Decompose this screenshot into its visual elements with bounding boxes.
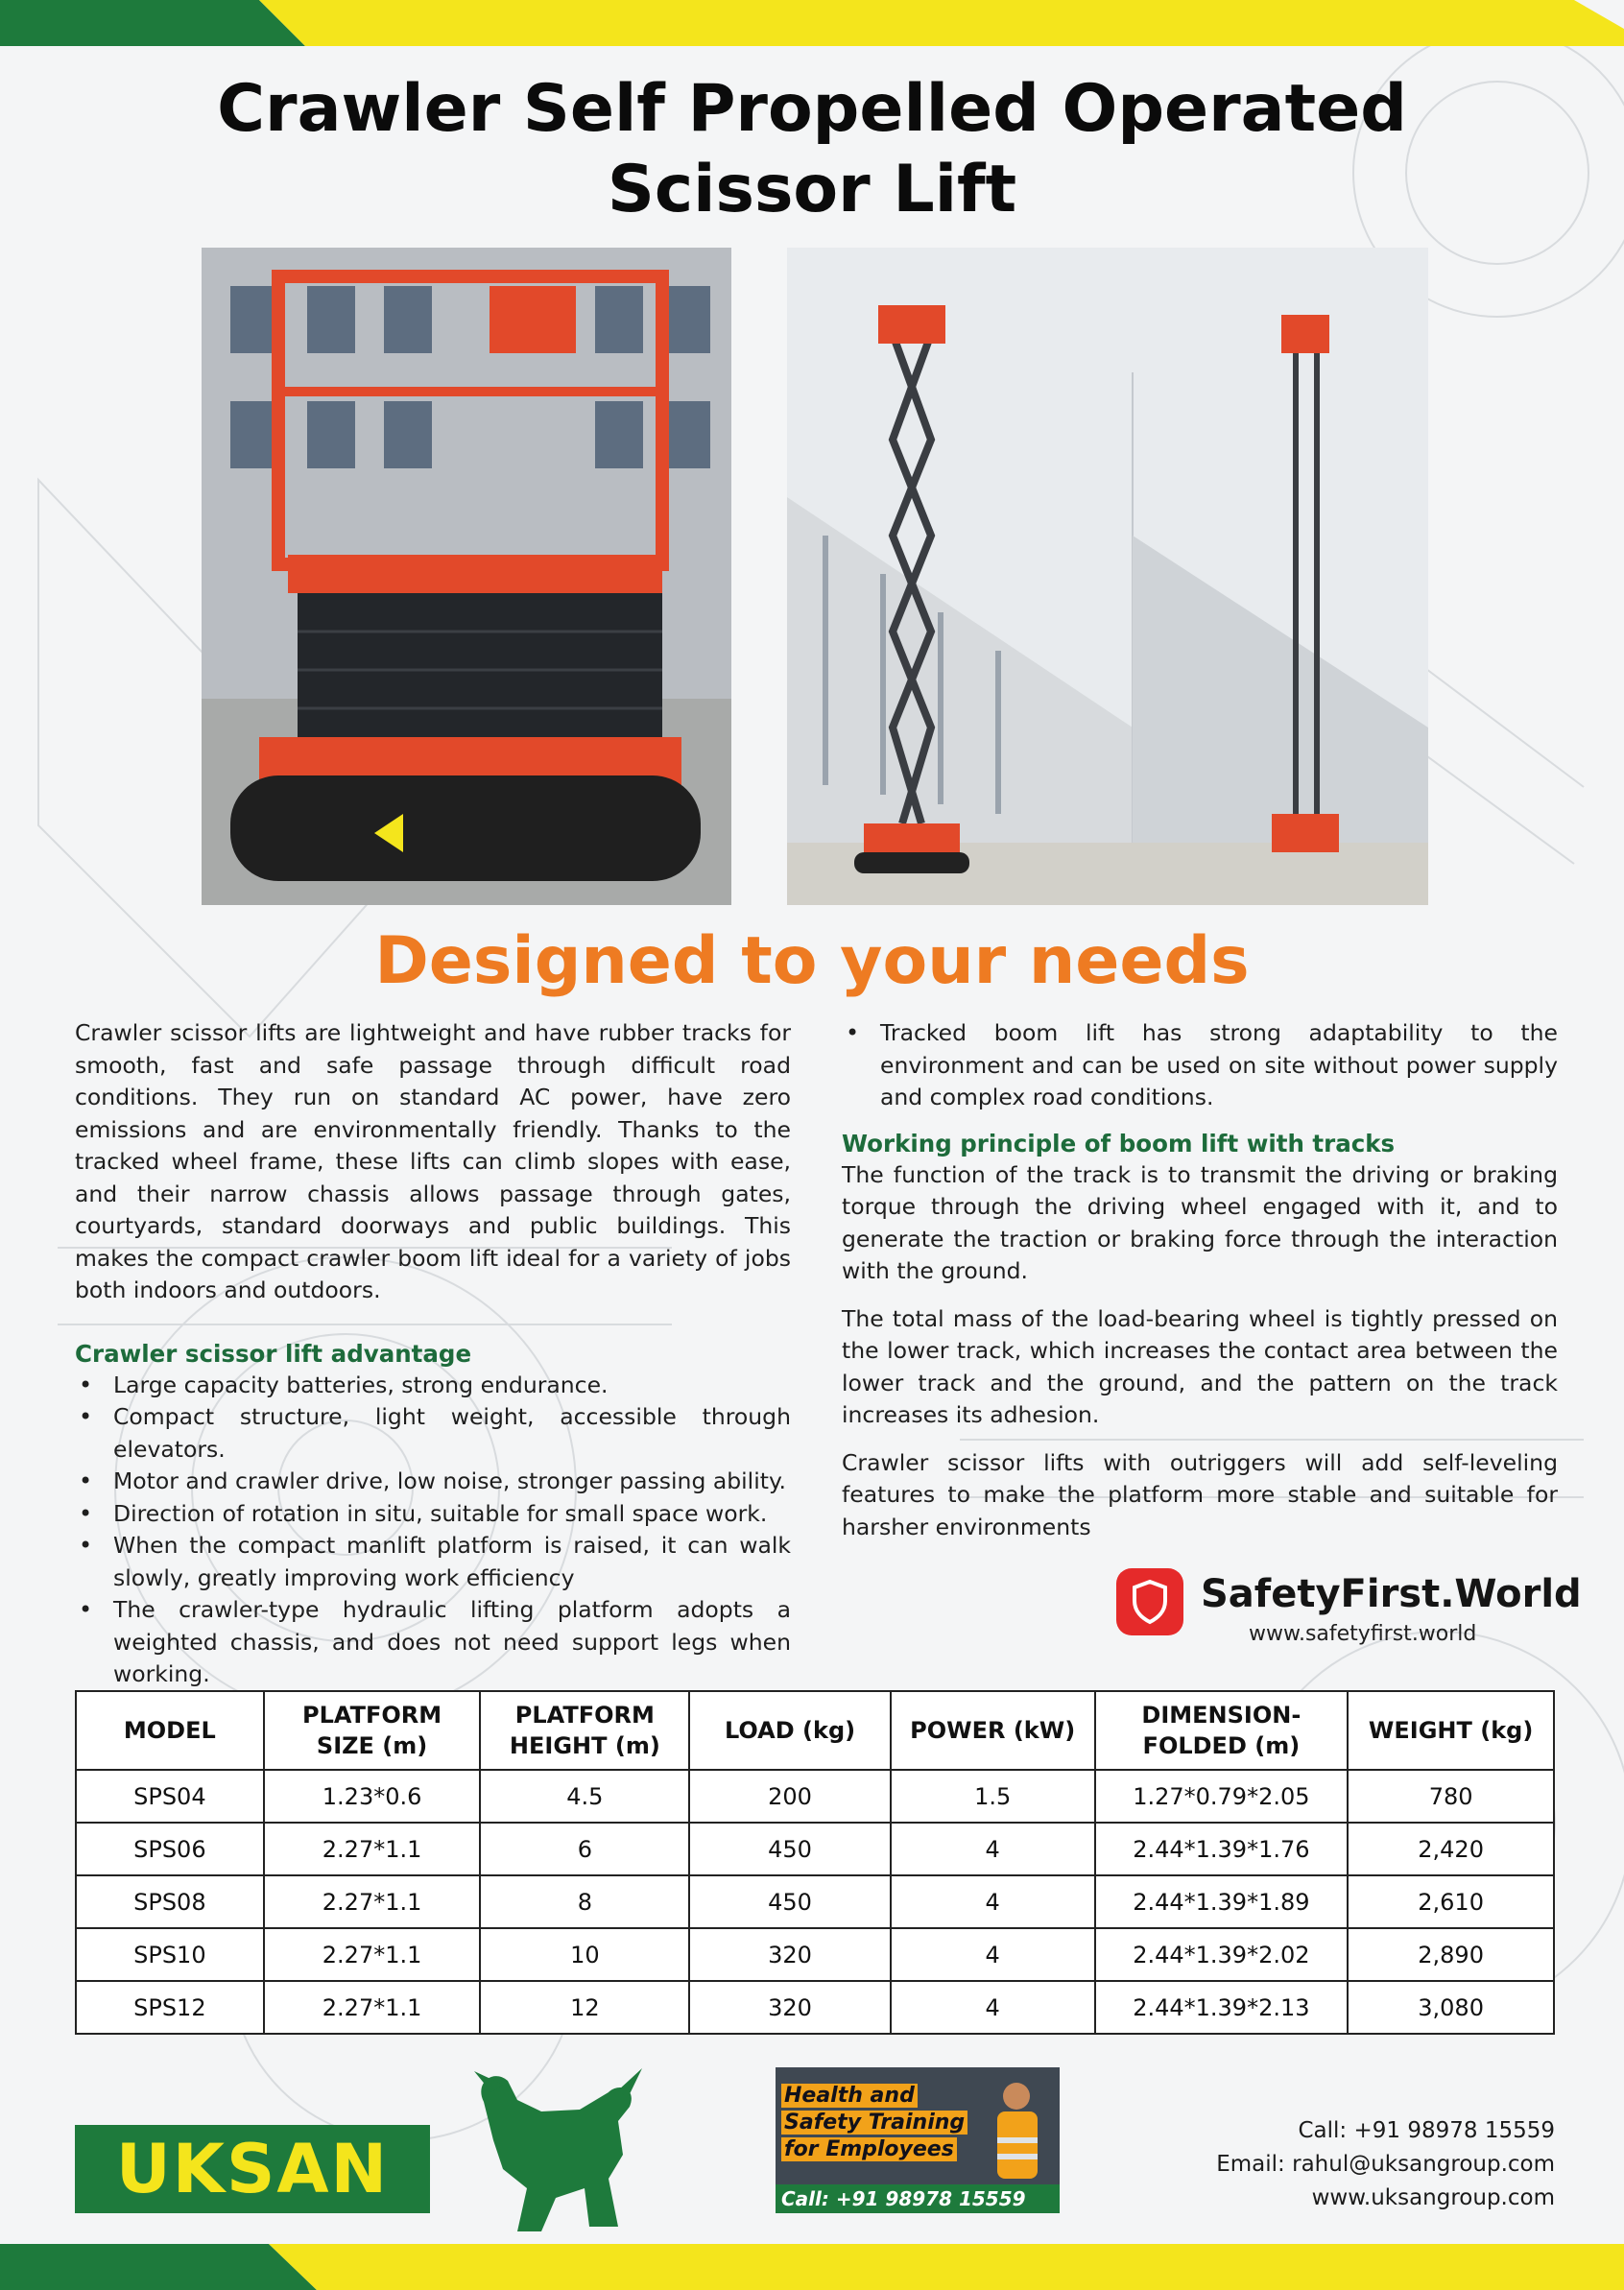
advantage-heading: Crawler scissor lift advantage (75, 1339, 472, 1368)
list-item: • The crawler-type hydraulic lifting platform adopts a weighted chassis, and does not need support legs when working. (75, 1594, 791, 1691)
cell-power: 4 (891, 1928, 1095, 1981)
top-stripe (0, 0, 1624, 46)
col-header-dimension (1095, 1691, 1349, 1770)
right-column (842, 1017, 1558, 1559)
header-line: FOLDED (m) (1142, 1732, 1301, 1759)
cell-size: 2.27*1.1 (264, 1928, 481, 1981)
training-ad-banner[interactable] (776, 2067, 1060, 2213)
header-line: HEIGHT (m) (509, 1732, 660, 1759)
page-title (0, 69, 1624, 230)
scissor-lift-extended-photo (787, 248, 1428, 905)
cell-model: SPS04 (76, 1770, 264, 1823)
uksan-logo (75, 2125, 430, 2213)
cell-height: 4.5 (480, 1770, 689, 1823)
cell-height: 12 (480, 1981, 689, 2034)
ad-line: Safety Training (781, 2111, 967, 2135)
cell-model: SPS06 (76, 1823, 264, 1875)
cell-load: 320 (689, 1981, 891, 2034)
working-principle-heading: Working principle of boom lift with tracks (842, 1129, 1396, 1157)
cell-weight: 2,890 (1348, 1928, 1554, 1981)
left-column (75, 1017, 791, 1691)
ad-line: for Employees (781, 2137, 957, 2161)
advantage-list (75, 1370, 791, 1691)
safetyfirst-url[interactable]: www.safetyfirst.world (1249, 1622, 1477, 1646)
cell-model: SPS10 (76, 1928, 264, 1981)
table-row (76, 1823, 1554, 1875)
cell-model: SPS12 (76, 1981, 264, 2034)
cell-dimension: 2.44*1.39*1.89 (1095, 1875, 1349, 1928)
list-item: • Motor and crawler drive, low noise, stronger passing ability. (75, 1466, 791, 1498)
cell-load: 450 (689, 1823, 891, 1875)
cell-weight: 2,420 (1348, 1823, 1554, 1875)
bottom-stripe (0, 2244, 1624, 2290)
list-item: • Compact structure, light weight, accessible through elevators. (75, 1401, 791, 1466)
cell-height: 6 (480, 1823, 689, 1875)
header-line: PLATFORM (302, 1702, 442, 1729)
cell-dimension: 2.44*1.39*1.76 (1095, 1823, 1349, 1875)
table-row (76, 1875, 1554, 1928)
title-line-1: Crawler Self Propelled Operated (217, 71, 1407, 147)
cell-load: 200 (689, 1770, 891, 1823)
list-item: • Large capacity batteries, strong endurance. (75, 1370, 791, 1402)
cell-size: 2.27*1.1 (264, 1823, 481, 1875)
col-header-weight: WEIGHT (kg) (1348, 1691, 1554, 1770)
cell-model: SPS08 (76, 1875, 264, 1928)
cell-power: 4 (891, 1875, 1095, 1928)
working-paragraph: The total mass of the load-bearing wheel is tightly pressed on the lower track, which increases the contact area between the lower track and the ground, and the pattern on the track increases its adhesion. (842, 1304, 1558, 1428)
cell-size: 2.27*1.1 (264, 1875, 481, 1928)
cell-weight: 3,080 (1348, 1981, 1554, 2034)
contact-info (1216, 2114, 1555, 2215)
contact-phone[interactable]: Call: +91 98978 15559 (1298, 2118, 1555, 2143)
cell-power: 4 (891, 1823, 1095, 1875)
table-row (76, 1928, 1554, 1981)
col-header-model: MODEL (76, 1691, 264, 1770)
cell-weight: 2,610 (1348, 1875, 1554, 1928)
cell-power: 1.5 (891, 1770, 1095, 1823)
table-header-row (76, 1691, 1554, 1770)
environment-list (842, 1017, 1558, 1114)
title-line-2: Scissor Lift (607, 152, 1017, 227)
working-paragraph: The function of the track is to transmit the driving or braking torque through the driving wheel engaged with it, and to generate the traction or braking force through the interaction with the ground. (842, 1160, 1558, 1284)
cell-size: 1.23*0.6 (264, 1770, 481, 1823)
cell-load: 450 (689, 1875, 891, 1928)
header-line: PLATFORM (514, 1702, 655, 1729)
scissor-lift-closeup-photo (202, 248, 731, 905)
contact-website[interactable]: www.uksangroup.com (1311, 2185, 1555, 2210)
ad-line: Health and (781, 2084, 918, 2108)
cell-dimension: 2.44*1.39*2.13 (1095, 1981, 1349, 2034)
cell-dimension: 2.44*1.39*2.02 (1095, 1928, 1349, 1981)
cell-power: 4 (891, 1981, 1095, 2034)
cell-weight: 780 (1348, 1770, 1554, 1823)
shield-icon (1116, 1568, 1183, 1635)
contact-email[interactable]: Email: rahul@uksangroup.com (1216, 2152, 1555, 2177)
col-header-platform-size (264, 1691, 481, 1770)
cell-load: 320 (689, 1928, 891, 1981)
table-row (76, 1981, 1554, 2034)
intro-paragraph: Crawler scissor lifts are lightweight and have rubber tracks for smooth, fast and safe passage through difficult road conditions. They run on standard AC power, have zero emissions and are environmentally friendly. Thanks to the tracked wheel frame, these lifts can climb slopes with ease, and their narrow chassis allows passage through gates, courtyards, standard doorways and public buildings. This makes the compact crawler boom lift ideal for a variety of jobs both indoors and outdoors. (75, 1019, 791, 1303)
ad-call-number: Call: +91 98978 15559 (776, 2184, 1060, 2213)
safetyfirst-logo (1116, 1566, 1582, 1653)
section-heading: Designed to your needs (374, 923, 1250, 999)
ad-headline (781, 2083, 983, 2163)
specifications-table (75, 1690, 1555, 2035)
col-header-platform-height (480, 1691, 689, 1770)
header-line: DIMENSION- (1141, 1702, 1302, 1729)
cell-size: 2.27*1.1 (264, 1981, 481, 2034)
col-header-power: POWER (kW) (891, 1691, 1095, 1770)
safetyfirst-name: SafetyFirst.World (1201, 1572, 1582, 1616)
bull-icon (465, 2063, 647, 2236)
uksan-wordmark: UKSAN (115, 2130, 390, 2208)
cell-height: 8 (480, 1875, 689, 1928)
working-paragraph: Crawler scissor lifts with outriggers will add self-leveling features to make the platform more stable and suitable for harsher environments (842, 1448, 1558, 1540)
list-item: • When the compact manlift platform is raised, it can walk slowly, greatly improving work efficiency (75, 1530, 791, 1594)
table-row (76, 1770, 1554, 1823)
cell-dimension: 1.27*0.79*2.05 (1095, 1770, 1349, 1823)
col-header-load: LOAD (kg) (689, 1691, 891, 1770)
cell-height: 10 (480, 1928, 689, 1981)
header-line: SIZE (m) (316, 1732, 428, 1759)
list-item: • Tracked boom lift has strong adaptability to the environment and can be used on site without power supply and complex road conditions. (842, 1017, 1558, 1114)
list-item: • Direction of rotation in situ, suitable for small space work. (75, 1498, 791, 1531)
